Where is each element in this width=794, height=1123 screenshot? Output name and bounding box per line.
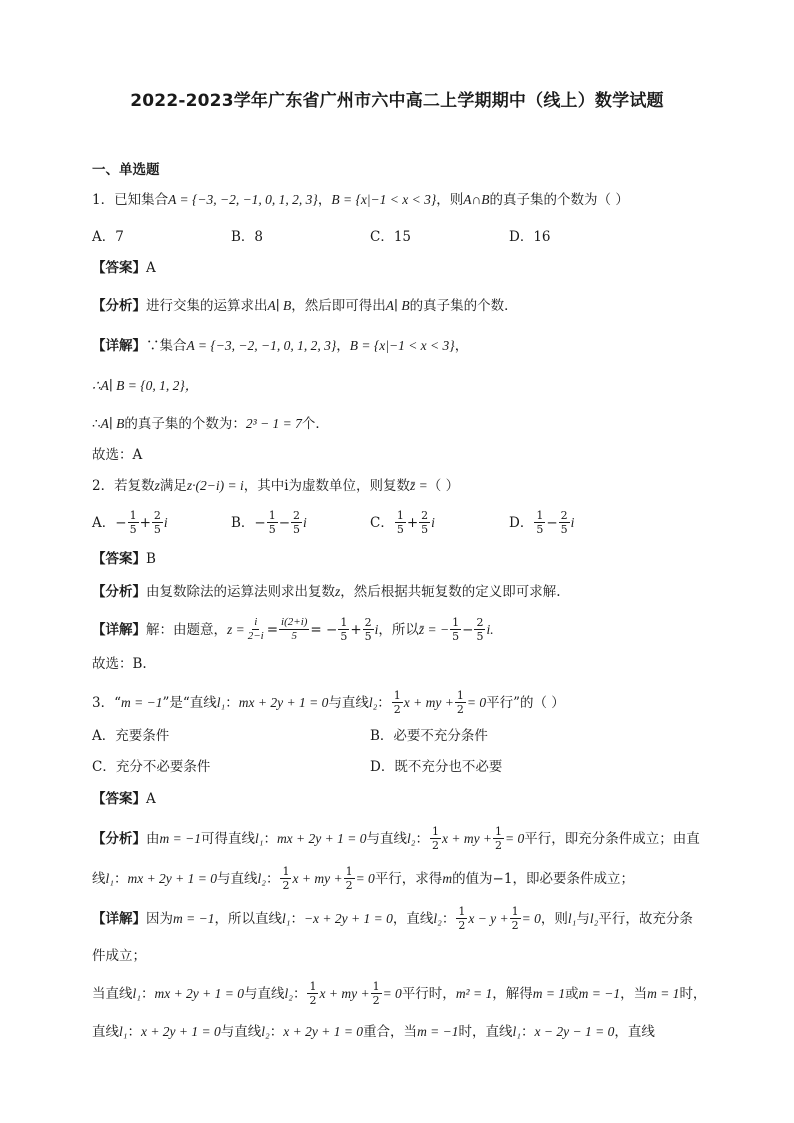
q1-option-d: D．16 bbox=[509, 229, 551, 245]
q2-option-a: A．− $\frac{1}{5}$ + $\frac{2}{5}$ i bbox=[92, 509, 168, 536]
q1-option-b: B．8 bbox=[231, 229, 264, 245]
q2-choice: 故选：B. bbox=[92, 656, 147, 672]
q1-detail-line3: ∴A∣ B的真子集的个数为：2³ − 1 = 7个． bbox=[92, 416, 329, 432]
q3-option-a: A．充要条件 bbox=[92, 728, 170, 744]
q3-detail-line2: 件成立； bbox=[92, 948, 146, 964]
q3-option-d: D．既不充分也不必要 bbox=[370, 759, 503, 775]
q3-detail-line4: 直线l₁：x + 2y + 1 = 0与直线l₂：x + 2y + 1 = 0重合，当m = −1时，直线l₁：x − 2y − 1 = 0，直线 bbox=[92, 1024, 655, 1040]
q1-stem: 1．已知集合A = {−3, −2, −1, 0, 1, 2, 3}，B = {x|−1 < x < 3}，则A∩B的真子集的个数为（ ） bbox=[92, 192, 629, 208]
q1-detail-line2: ∴A∣ B = {0, 1, 2}， bbox=[92, 378, 199, 393]
q1-option-a: A．7 bbox=[92, 229, 124, 245]
q2-answer: 【答案】B bbox=[92, 551, 156, 567]
q3-analysis-line1: 【分析】由m = −1可得直线l₁：mx + 2y + 1 = 0与直线l₂： $\frac{1}{2}$ x + my + $\frac{1}{2}$ = 0平行，即充分条件成立；由直 bbox=[92, 825, 700, 852]
q1-option-c: C．15 bbox=[370, 229, 412, 245]
q2-analysis: 【分析】由复数除法的运算法则求出复数z，然后根据共轭复数的定义即可求解. bbox=[92, 584, 561, 600]
q3-stem: 3．“m = −1”是“直线l₁：mx + 2y + 1 = 0与直线l₂： $\frac{1}{2}$ x + my + $\frac{1}{2}$ = 0平行”的（ ） bbox=[92, 689, 565, 716]
page-title: 2022-2023学年广东省广州市六中高二上学期期中（线上）数学试题 bbox=[130, 91, 664, 111]
q3-answer: 【答案】A bbox=[92, 791, 156, 807]
q2-detail: 【详解】解：由题意，z = $\frac{i}{2-i}$ = $\frac{i(2+i)}{5}$ = − $\frac{1}{5}$ + $\frac{2}{5}$ i，所以z̄ = − $\frac{1}{5}$ − $\frac{2}{5}$ i. bbox=[92, 616, 494, 643]
q2-stem: 2．若复数z满足z·(2−i) = i，其中i为虚数单位，则复数z̄ =（ ） bbox=[92, 478, 460, 494]
q3-analysis-line2: 线l₁：mx + 2y + 1 = 0与直线l₂： $\frac{1}{2}$ x + my + $\frac{1}{2}$ = 0平行，求得m的值为−1，即必要条件成立； bbox=[92, 865, 634, 892]
q2-option-d: D． $\frac{1}{5}$ − $\frac{2}{5}$ i bbox=[509, 509, 575, 536]
q1-detail: 【详解】∵集合A = {−3, −2, −1, 0, 1, 2, 3}，B = {x|−1 < x < 3}， bbox=[92, 338, 469, 354]
q3-detail-line3: 当直线l₁：mx + 2y + 1 = 0与直线l₂： $\frac{1}{2}$ x + my + $\frac{1}{2}$ = 0平行时，m² = 1，解得m = 1或m = −1，当m = 1时， bbox=[92, 980, 707, 1007]
section-heading: 一、单选题 bbox=[92, 162, 160, 178]
q2-option-b: B．− $\frac{1}{5}$ − $\frac{2}{5}$ i bbox=[231, 509, 307, 536]
q2-option-c: C． $\frac{1}{5}$ + $\frac{2}{5}$ i bbox=[370, 509, 435, 536]
q1-answer: 【答案】A bbox=[92, 260, 156, 276]
q1-choice: 故选：A bbox=[92, 447, 143, 463]
q1-analysis: 【分析】进行交集的运算求出A∣ B，然后即可得出A∣ B的真子集的个数． bbox=[92, 298, 518, 314]
q3-option-b: B．必要不充分条件 bbox=[370, 728, 488, 744]
q3-option-c: C．充分不必要条件 bbox=[92, 759, 211, 775]
q3-detail-line1: 【详解】因为m = −1，所以直线l₁：−x + 2y + 1 = 0，直线l₂： $\frac{1}{2}$ x − y + $\frac{1}{2}$ = 0，则l₁与l₂平行，故充分条 bbox=[92, 905, 693, 932]
